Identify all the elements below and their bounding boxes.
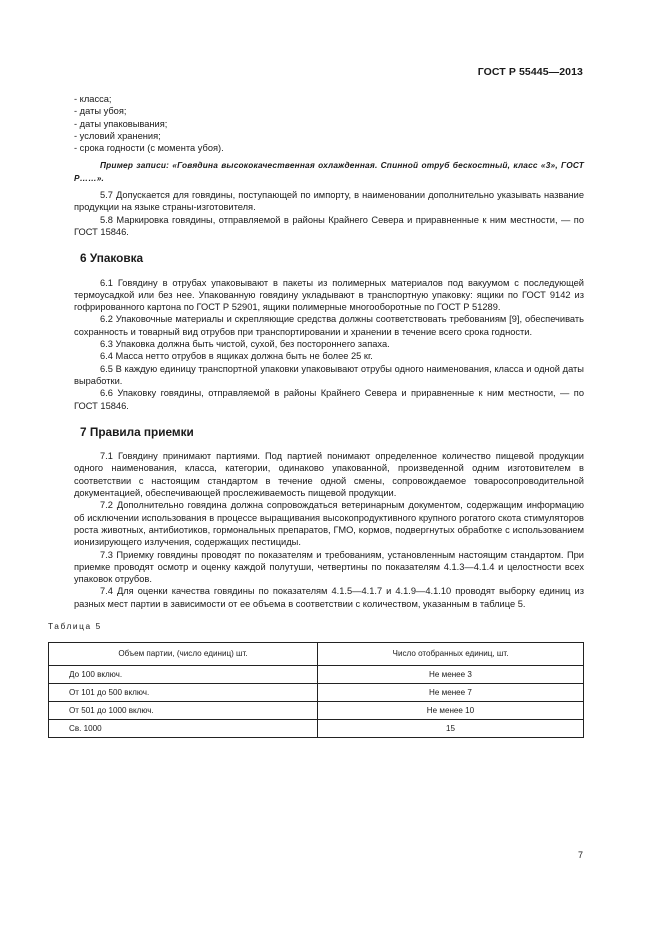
table-cell: 15 [318,720,584,738]
table-cell: Св. 1000 [49,720,318,738]
table-row [49,702,584,720]
table-row [49,684,584,702]
paragraph-6-5: 6.5 В каждую единицу транспортной упаковки упаковывают отрубы одного наименования, класса и одной даты выработки. [74,363,584,386]
paragraph-6-3: 6.3 Упаковка должна быть чистой, сухой, без постороннего запаха. [100,339,390,350]
section-7-heading: 7 Правила приемки [80,424,194,439]
paragraph-7-4: 7.4 Для оценки качества говядины по показателям 4.1.5—4.1.7 и 4.1.9—4.1.10 проводят выборку единиц из разных мест партии в зависимости от ее объема в соответствии с количеством, указанным в таблице 5. [74,586,584,609]
list-item: - даты упаковывания; [74,118,168,129]
table-cell: Не менее 10 [318,702,584,720]
paragraph-5-7: 5.7 Допускается для говядины, поступающей по импорту, в наименовании дополнительно указывать название продукции на языке страны-изготовителя. [74,190,584,213]
paragraph-6-1: 6.1 Говядину в отрубах упаковывают в пакеты из полимерных материалов под вакуумом с последующей термоусадкой или без нее. Упакованную говядину укладывают в транспортную упаковку: ящики по ГОСТ 9142 из гофрированного картона по ГОСТ Р 52901, ящики полимерные многооборотные по ГОСТ Р 51289. [74,277,584,313]
marking-list [74,93,584,154]
list-item: - класса; [74,94,112,104]
paragraph-6-6: 6.6 Упаковку говядины, отправляемой в районы Крайнего Севера и приравненные к ним местности, — по ГОСТ 15846. [74,388,584,411]
section-6-heading: 6 Упаковка [80,251,144,266]
table-cell: От 101 до 500 включ. [49,684,318,702]
paragraph-6-4: 6.4 Масса нетто отрубов в ящиках должна быть не более 25 кг. [100,351,373,362]
table-row [49,720,584,738]
table-row [49,666,584,684]
list-item: - даты убоя; [74,106,127,117]
list-item: - условий хранения; [74,130,161,141]
paragraph-6-2: 6.2 Упаковочные материалы и скрепляющие средства должны соответствовать требованиям [9], обеспечивать сохранность и товарный вид отрубов при транспортировании и хранении в течение всего срока годности. [74,314,584,337]
paragraph-5-8: 5.8 Маркировка говядины, отправляемой в районы Крайнего Севера и приравненные к ним местности, — по ГОСТ 15846. [74,214,584,237]
table-cell: Не менее 7 [318,684,584,702]
paragraph-7-3: 7.3 Приемку говядины проводят по показателям и требованиям, установленным настоящим стандартом. При приемке проводят осмотр и оценку каждой полутуши, четвертины по показателям 4.1.3—4.1.4 и целостности всех упаковок отрубов. [74,549,584,585]
table-cell: До 100 включ. [49,666,318,684]
paragraph-7-1: 7.1 Говядину принимают партиями. Под партией понимают определенное количество пищевой продукции одного наименования, класса, категории, одинаково упакованной, произведенной одним изготовителем в соответствии с настоящим стандартом в течение одной смены, сопровождаемое товаросопроводительной документацией, обеспечивающей прослеживаемость пищевой продукции. [74,451,584,499]
table-header-cell: Число отобранных единиц, шт. [318,643,584,666]
table-header-cell: Объем партии, (число единиц) шт. [49,643,318,666]
document-header: ГОСТ Р 55445—2013 [477,66,583,78]
list-item: - срока годности (с момента убоя). [74,143,224,154]
sampling-table [48,642,584,738]
table-caption: Таблица 5 [48,620,102,631]
table-cell: От 501 до 1000 включ. [49,702,318,720]
paragraph-7-2: 7.2 Дополнительно говядина должна сопровождаться ветеринарным документом, содержащим информацию об исключении использования в процессе выращивания высокопродуктивного крупного рогатого скота стимуляторов роста животных, антибиотиков, гормональных препаратов, ГМО, кормов, подвергнутых обработке с использованием ионизирующего излучения, содержащих пестициды. [74,500,584,548]
example-note: Пример записи: «Говядина высококачественная охлажденная. Спинной отруб бескостный, класс «3», ГОСТ Р……». [74,160,584,183]
table-cell: Не менее 3 [318,666,584,684]
page-number: 7 [578,850,584,860]
page-content [48,93,584,738]
table-header-row [49,643,584,666]
